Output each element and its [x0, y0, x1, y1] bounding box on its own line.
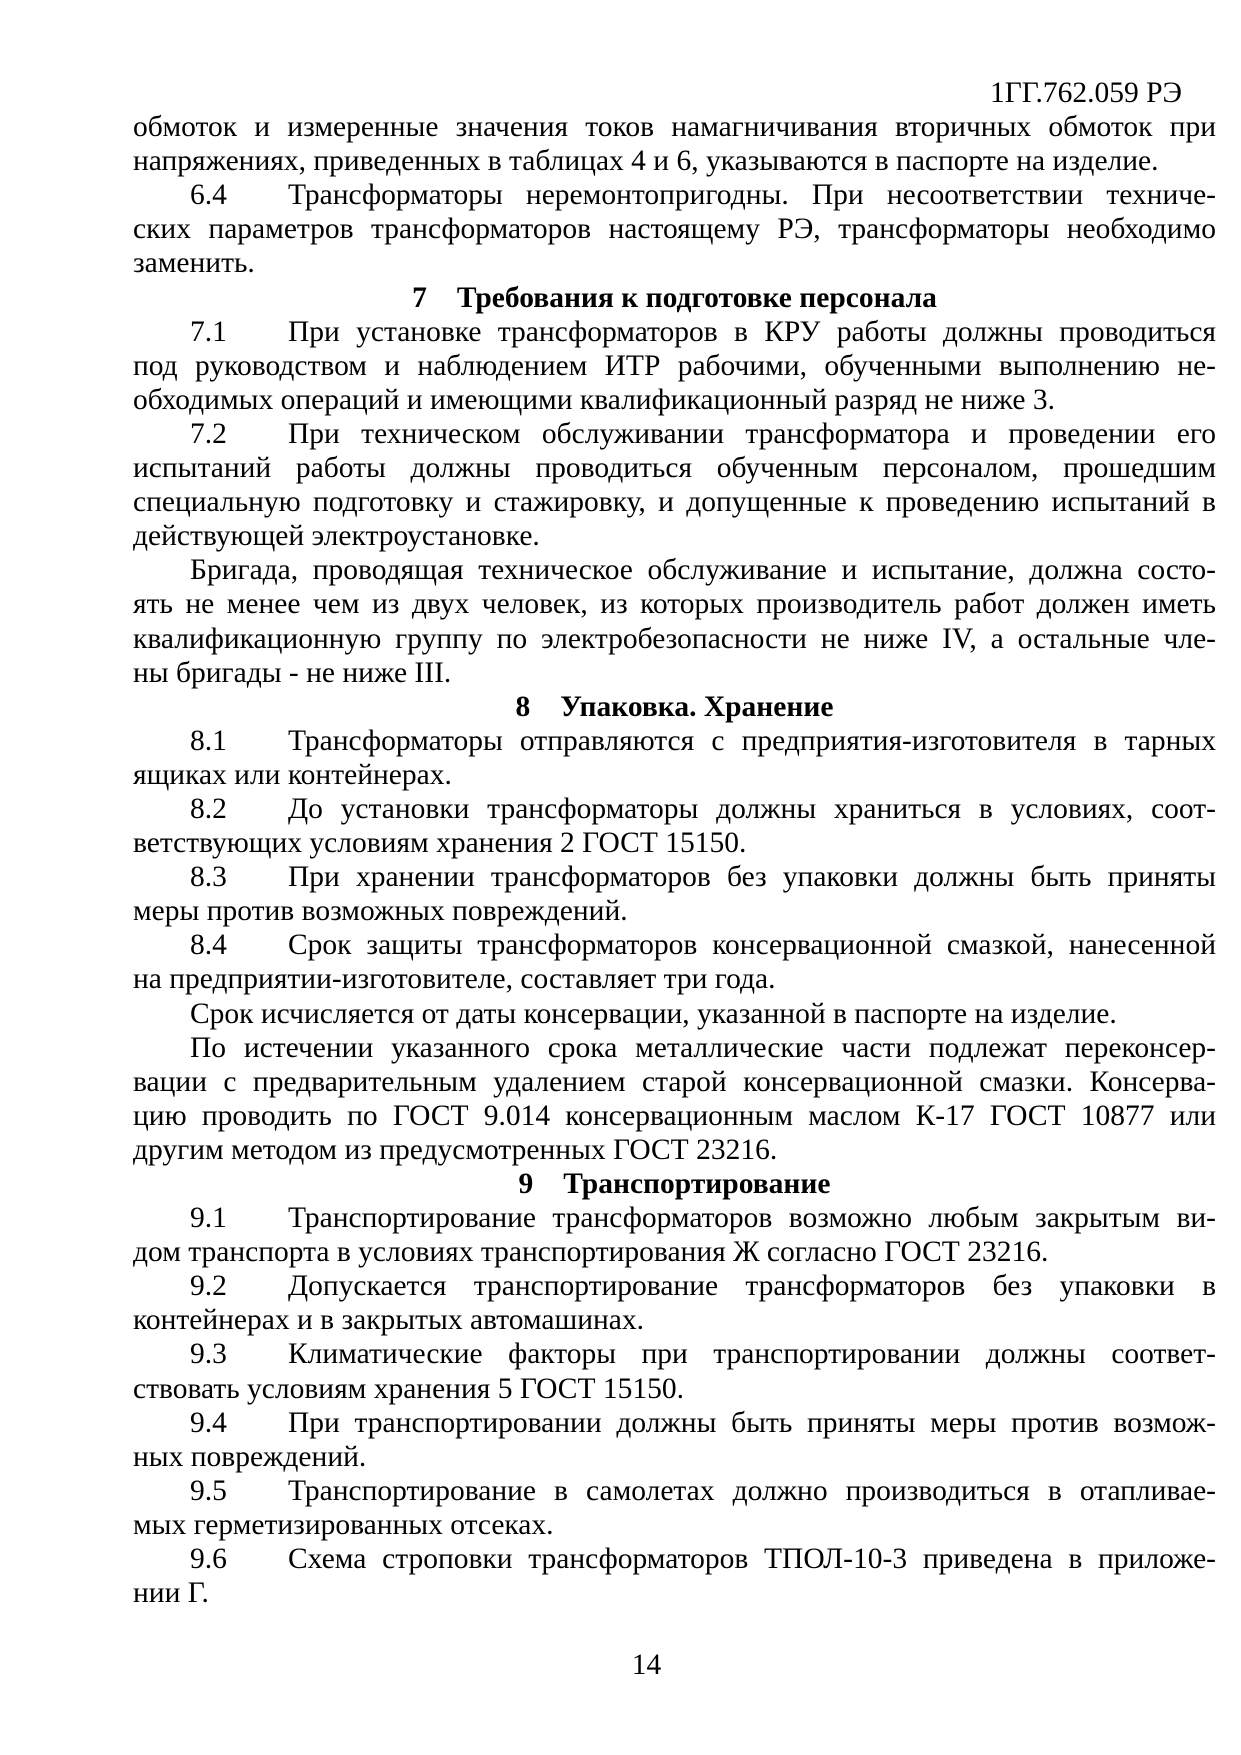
paragraph-number: 9.5 [190, 1474, 227, 1507]
heading-number: 9 [518, 1168, 534, 1200]
paragraph-number: 7.2 [190, 417, 227, 450]
document-code: 1ГГ.762.059 РЭ [989, 77, 1182, 109]
page-number: 14 [631, 1649, 662, 1681]
text-line: ящиках или контейнерах. [133, 758, 452, 791]
heading-number: 8 [515, 690, 531, 723]
text-line: ских параметров трансформаторов настоящему РЭ, трансформаторы необходимо [133, 213, 1216, 246]
text-line: Срок исчисляется от даты консервации, указанной в паспорте на изделие. [190, 997, 1117, 1030]
document-body [133, 110, 1216, 1610]
paragraph-number: 7.1 [190, 315, 227, 348]
heading-text: Упаковка. Хранение [560, 690, 834, 723]
heading-text: Требования к подготовке персонала [456, 281, 937, 314]
text-line: ствовать условиям хранения 5 ГОСТ 15150. [133, 1372, 684, 1405]
text-line: ять не менее чем из двух человек, из которых производитель работ должен иметь [133, 588, 1216, 621]
text-line: обходимых операций и имеющими квалификационный разряд не ниже 3. [133, 383, 1055, 416]
paragraph-number: 8.1 [190, 724, 227, 757]
text-line: напряжениях, приведенных в таблицах 4 и 6, указываются в паспорте на изделие. [133, 145, 1159, 178]
text-line: 9.4 При транспортировании должны быть приняты меры против возмож- [190, 1406, 1216, 1439]
heading-line [133, 1167, 1216, 1201]
text-line: испытаний работы должны проводиться обученным персоналом, прошедшим [133, 452, 1216, 485]
paragraph-number: 8.3 [190, 861, 227, 894]
heading-text: Транспортирование [563, 1168, 831, 1200]
text-line: дом транспорта в условиях транспортирования Ж согласно ГОСТ 23216. [133, 1236, 1049, 1269]
text-line: ветствующих условиям хранения 2 ГОСТ 15150. [133, 827, 747, 860]
paragraph-number: 9.2 [190, 1270, 227, 1303]
text-line: Бригада, проводящая техническое обслуживание и испытание, должна состо- [190, 554, 1216, 587]
text-line: обмоток и измеренные значения токов намагничивания вторичных обмоток при [133, 111, 1216, 144]
text-line: 8.1 Трансформаторы отправляются с предприятия-изготовителя в тарных [190, 724, 1216, 757]
text-line: под руководством и наблюдением ИТР рабочими, обученными выполнению не- [133, 349, 1216, 382]
text-line: меры против возможных повреждений. [133, 895, 628, 928]
text-line: заменить. [133, 247, 255, 280]
heading-number: 7 [412, 281, 427, 314]
paragraph-number: 6.4 [190, 179, 227, 212]
text-line: специальную подготовку и стажировку, и допущенные к проведению испытаний в [133, 486, 1216, 519]
heading-line [133, 690, 1216, 724]
text-line: квалификационную группу по электробезопасности не ниже IV, а остальные чле- [133, 622, 1216, 655]
text-line: 9.6 Схема строповки трансформаторов ТПОЛ-10-3 приведена в приложе- [190, 1543, 1216, 1576]
text-line: вации с предварительным удалением старой консервационной смазки. Консерва- [133, 1065, 1216, 1098]
text-line: 7.2 При техническом обслуживании трансформатора и проведении его [190, 417, 1216, 450]
text-line: цию проводить по ГОСТ 9.014 консервационным маслом К-17 ГОСТ 10877 или [133, 1099, 1216, 1132]
text-line: ны бригады - не ниже III. [133, 656, 452, 689]
text-line: По истечении указанного срока металлические части подлежат переконсер- [190, 1031, 1216, 1064]
text-line: на предприятии-изготовителе, составляет три года. [133, 963, 776, 996]
text-line: 8.2 До установки трансформаторы должны храниться в условиях, соот- [190, 792, 1216, 825]
text-line: действующей электроустановке. [133, 520, 540, 553]
text-line: 8.3 При хранении трансформаторов без упаковки должны быть приняты [190, 861, 1216, 894]
text-line: контейнерах и в закрытых автомашинах. [133, 1304, 644, 1337]
paragraph-number: 9.3 [190, 1338, 227, 1371]
document-content [133, 76, 1216, 1610]
paragraph-number: 9.1 [190, 1202, 227, 1235]
text-line: 8.4 Срок защиты трансформаторов консервационной смазкой, нанесенной [190, 929, 1216, 962]
text-line: 9.1 Транспортирование трансформаторов возможно любым закрытым ви- [190, 1202, 1216, 1235]
heading-line [133, 281, 1216, 315]
text-line: 6.4 Трансформаторы неремонтопригодны. При несоответствии техниче- [190, 179, 1216, 212]
paragraph-number: 8.2 [190, 792, 227, 825]
text-line: ных повреждений. [133, 1440, 367, 1473]
text-line: 9.2 Допускается транспортирование трансформаторов без упаковки в [190, 1270, 1216, 1303]
paragraph-number: 9.4 [190, 1406, 227, 1439]
text-line: 9.5 Транспортирование в самолетах должно производиться в отапливае- [190, 1474, 1216, 1507]
text-line: мых герметизированных отсеках. [133, 1508, 554, 1541]
text-line: 9.3 Климатические факторы при транспортировании должны соответ- [190, 1338, 1216, 1371]
paragraph-number: 8.4 [190, 929, 227, 962]
text-line: нии Г. [133, 1577, 209, 1610]
text-line: 7.1 При установке трансформаторов в КРУ работы должны проводиться [190, 315, 1216, 348]
text-line: другим методом из предусмотренных ГОСТ 23216. [133, 1133, 778, 1166]
paragraph-number: 9.6 [190, 1543, 227, 1576]
